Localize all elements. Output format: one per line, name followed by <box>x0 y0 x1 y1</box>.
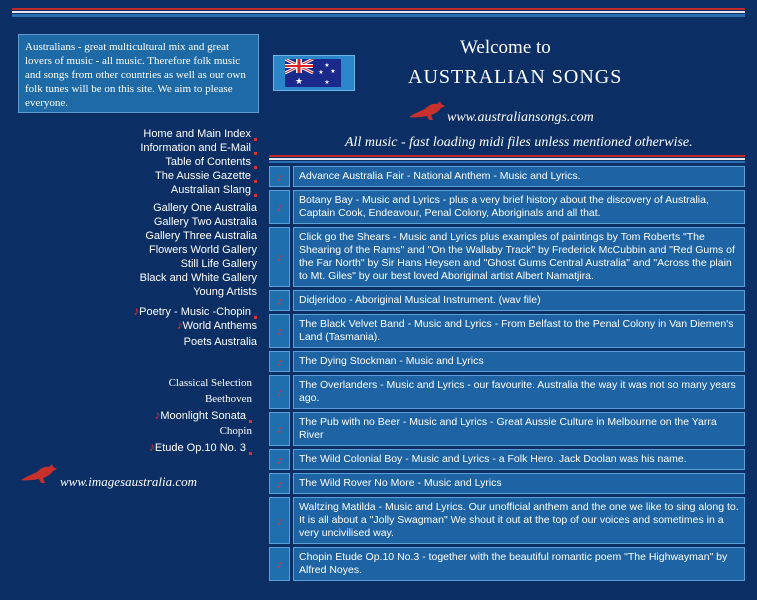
divider-stripe-blue <box>269 161 745 163</box>
classical-heading: Classical Selection <box>168 377 252 389</box>
music-note-icon[interactable]: ♪ <box>269 351 290 372</box>
moonlight-sonata-label: Moonlight Sonata <box>160 410 246 422</box>
song-description[interactable]: The Wild Colonial Boy - Music and Lyrics - a Folk Hero. Jack Doolan was his name. <box>293 449 745 470</box>
music-note-icon[interactable]: ♪ <box>269 547 290 581</box>
nav-item-label: Poetry - Music -Chopin <box>139 306 251 318</box>
song-row[interactable] <box>269 190 745 224</box>
song-description[interactable]: The Dying Stockman - Music and Lyrics <box>293 351 745 372</box>
site-url-link[interactable]: www.australiansongs.com <box>447 110 594 125</box>
music-note-icon[interactable]: ♪ <box>269 449 290 470</box>
nav-item[interactable] <box>133 183 257 197</box>
song-row[interactable] <box>269 227 745 287</box>
music-note-icon[interactable]: ♪ <box>269 473 290 494</box>
nav-item-label: Flowers World Gallery <box>149 244 257 256</box>
song-description[interactable]: Waltzing Matilda - Music and Lyrics. Our unofficial anthem and the one we like to sing along to. It is all about a "Jolly Swagman" We shout it out at the top of our voices and sometimes in a very uncivilised way. <box>293 497 745 544</box>
svg-text:★: ★ <box>318 70 324 76</box>
song-description[interactable]: Click go the Shears - Music and Lyrics plus examples of paintings by Tom Roberts "The Shearing of the Rams" and "On the Wallaby Track" by Frederick McCubbin and "Red Gums of the Far North" by Sir Hans Heysen and "Ghost Gums Central Australia" and "Across the plain to Mt. Giles" by our best loved Aboriginal artist Albert Namatjira. <box>293 227 745 287</box>
tagline: All music - fast loading midi files unless mentioned otherwise. <box>345 135 693 150</box>
composer-chopin: Chopin <box>219 425 252 437</box>
nav-item-label: Australian Slang <box>170 184 251 196</box>
song-description[interactable]: The Black Velvet Band - Music and Lyrics - From Belfast to the Penal Colony in Van Diemen's Land (Tasmania). <box>293 314 745 348</box>
music-note-icon[interactable]: ♪ <box>269 190 290 224</box>
song-list <box>269 166 745 584</box>
kangaroo-icon <box>407 99 447 121</box>
song-row[interactable] <box>269 314 745 348</box>
nav-item[interactable] <box>133 335 257 349</box>
song-description[interactable]: The Wild Rover No More - Music and Lyrics <box>293 473 745 494</box>
nav-item-label: Poets Australia <box>183 336 257 348</box>
song-description[interactable]: Chopin Etude Op.10 No.3 - together with the beautiful romantic poem "The Highwayman" by Alfred Noyes. <box>293 547 745 581</box>
nav-item-label: World Anthems <box>182 320 257 332</box>
moonlight-sonata-link[interactable] <box>149 409 252 422</box>
song-description[interactable]: The Pub with no Beer - Music and Lyrics - Great Aussie Culture in Melbourne on the Yarra River <box>293 412 745 446</box>
song-row[interactable] <box>269 547 745 581</box>
song-row[interactable] <box>269 290 745 311</box>
divider-stripe-red <box>269 155 745 157</box>
chopin-etude-link[interactable] <box>149 441 252 454</box>
nav-item[interactable] <box>133 127 257 141</box>
images-australia-link[interactable]: www.imagesaustralia.com <box>60 474 197 489</box>
svg-text:★: ★ <box>324 80 330 86</box>
nav-item[interactable] <box>133 229 257 243</box>
red-dot-icon <box>249 420 252 423</box>
nav-item[interactable] <box>133 257 257 271</box>
nav-item-label: Home and Main Index <box>143 128 251 140</box>
intro-box <box>18 34 259 113</box>
song-row[interactable] <box>269 497 745 544</box>
nav-item[interactable] <box>133 304 257 318</box>
site-title: AUSTRALIAN SONGS <box>408 66 623 88</box>
music-note-icon: ♪ <box>176 318 183 332</box>
svg-text:★: ★ <box>294 76 304 86</box>
music-note-icon: ♪ <box>154 408 161 422</box>
music-note-icon[interactable]: ♪ <box>269 166 290 187</box>
red-dot-icon <box>249 452 252 455</box>
nav-item[interactable] <box>133 271 257 285</box>
music-note-icon[interactable]: ♪ <box>269 314 290 348</box>
song-row[interactable] <box>269 351 745 372</box>
song-description[interactable]: Advance Australia Fair - National Anthem - Music and Lyrics. <box>293 166 745 187</box>
classical-selection <box>149 377 252 454</box>
nav-item-label: Young Artists <box>193 286 257 298</box>
nav-item-label: Gallery Two Australia <box>153 216 257 228</box>
nav-item-label: Still Life Gallery <box>180 258 257 270</box>
song-description[interactable]: Botany Bay - Music and Lyrics - plus a very brief history about the discovery of Australia, Captain Cook, Endeavour, Penal Colony, Aboriginals and all that. <box>293 190 745 224</box>
nav-item[interactable] <box>133 201 257 215</box>
nav-item-label: The Aussie Gazette <box>155 170 251 182</box>
music-note-icon[interactable]: ♪ <box>269 412 290 446</box>
music-note-icon[interactable]: ♪ <box>269 497 290 544</box>
welcome-heading: Welcome to <box>460 37 551 58</box>
song-row[interactable] <box>269 473 745 494</box>
australian-flag-icon <box>273 55 355 91</box>
song-row[interactable] <box>269 449 745 470</box>
nav-item-label: Gallery One Australia <box>153 202 257 214</box>
music-note-icon[interactable]: ♪ <box>269 375 290 409</box>
composer-beethoven: Beethoven <box>204 393 252 405</box>
nav-item[interactable] <box>133 169 257 183</box>
kangaroo-icon <box>18 462 60 484</box>
nav-item[interactable] <box>133 155 257 169</box>
nav-item-label: Black and White Gallery <box>139 272 257 284</box>
nav-item[interactable] <box>133 243 257 257</box>
nav-item[interactable] <box>133 285 257 299</box>
svg-text:★: ★ <box>324 63 330 69</box>
svg-text:★: ★ <box>330 69 336 75</box>
divider-stripe-white <box>269 158 745 160</box>
song-description[interactable]: The Overlanders - Music and Lyrics - our favourite. Australia the way it was not so many years ago. <box>293 375 745 409</box>
side-navigation <box>133 127 257 349</box>
top-stripe-red <box>12 8 745 10</box>
red-dot-icon <box>254 194 257 197</box>
nav-item-label: Table of Contents <box>165 156 251 168</box>
intro-text: Australians - great multicultural mix and great lovers of music - all music. Therefore folk music and songs from other countries as well as our own folk tunes will be on this site. We aim to please everyone. <box>25 41 246 109</box>
song-row[interactable] <box>269 166 745 187</box>
nav-item-label: Information and E-Mail <box>140 142 251 154</box>
nav-item-label: Gallery Three Australia <box>145 230 257 242</box>
song-row[interactable] <box>269 412 745 446</box>
music-note-icon: ♪ <box>133 304 140 318</box>
top-stripe-blue <box>12 14 745 17</box>
nav-item[interactable] <box>133 318 257 332</box>
song-description[interactable]: Didjeridoo - Aboriginal Musical Instrument. (wav file) <box>293 290 745 311</box>
top-stripe-white <box>12 11 745 13</box>
music-note-icon[interactable]: ♪ <box>269 227 290 287</box>
nav-item[interactable] <box>133 215 257 229</box>
chopin-etude-label: Etude Op.10 No. 3 <box>154 442 246 454</box>
song-row[interactable] <box>269 375 745 409</box>
music-note-icon: ♪ <box>148 440 155 454</box>
music-note-icon[interactable]: ♪ <box>269 290 290 311</box>
nav-item[interactable] <box>133 141 257 155</box>
